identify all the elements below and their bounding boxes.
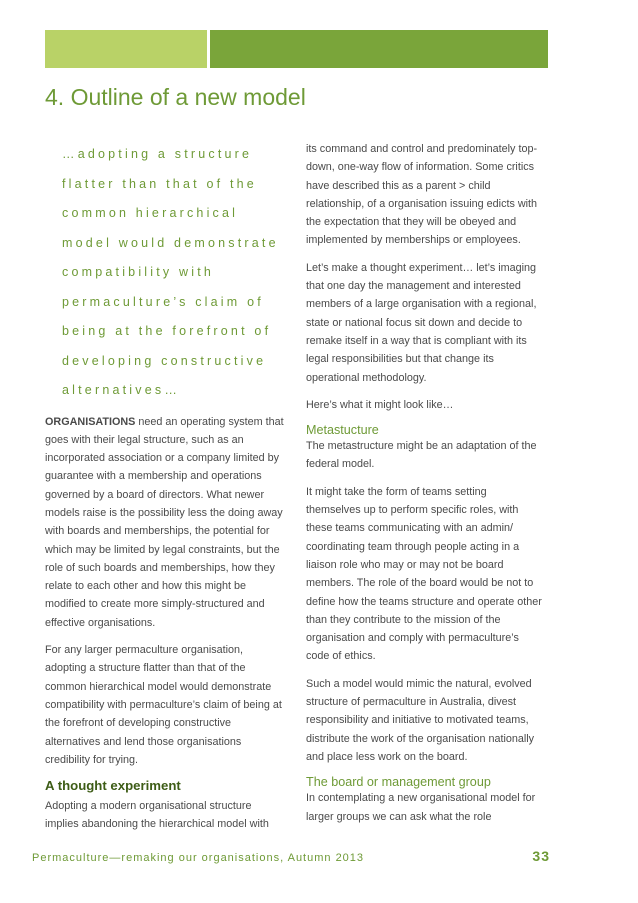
- paragraph-text: need an operating system that goes with their legal structure, such as an incorporated association or a company limited by guarantee with a membership and operations governed by a board of directors. What newer models raise is the possibility less the doing away with boards and memberships, the potential for which may be limited by legal constraints, but the role of such boards and memberships, how they relate to each other and how this might be modified to create more simply-structured and effective organisations.: [45, 415, 284, 629]
- section-heading: 4. Outline of a new model: [45, 84, 306, 110]
- paragraph: The metastructure might be an adaptation of the federal model.: [306, 440, 537, 471]
- subheading-thought-experiment: A thought experiment: [45, 778, 181, 794]
- lead-word: ORGANISATIONS: [45, 415, 136, 428]
- header-bar-dark: [210, 30, 548, 68]
- paragraph: It might take the form of teams setting themselves up to perform specific roles, with these teams communicating with an admin/ coordinating team through people acting in a liaison role who may or may not be board members. The role of the board would be not to define how the teams structure and operate other than they contribute to the mission of the organisation and comply with permaculture’s code of ethics.: [306, 485, 542, 663]
- header-bar-light: [45, 30, 207, 68]
- paragraph: Such a model would mimic the natural, evolved structure of permaculture in Australia, divest responsibility and initiative to motivated teams, distribute the work of the organisation nationally and place less work on the board.: [306, 677, 535, 763]
- subheading-metastructure: Metastucture: [306, 423, 379, 438]
- right-column: [306, 140, 542, 835]
- paragraph: [45, 413, 287, 633]
- paragraph: Here’s what it might look like…: [306, 398, 454, 411]
- pull-quote: …adopting a structure flatter than that of the common hierarchical model would demonstrate compatibility with permaculture’s claim of being at the forefront of developing constructive alternatives…: [62, 147, 279, 397]
- page-number: 33: [532, 848, 550, 864]
- paragraph: its command and control and predominately top-down, one-way flow of information. Some critics have described this as a parent > child relationship, of a organisation issuing edicts with the expectation that they will be obeyed and implemented by memberships or employees.: [306, 143, 538, 247]
- paragraph: Let’s make a thought experiment… let’s imaging that one day the management and interested members of a large organisation with a regional, state or national focus sit down and decide to remake itself in a way that is compliant with its legal responsibilities but that change its operational methodology.: [306, 261, 537, 384]
- footer-title: Permaculture—remaking our organisations, Autumn 2013: [32, 852, 365, 864]
- page-footer: [32, 848, 550, 864]
- subheading-board: The board or management group: [306, 775, 491, 790]
- left-column: [45, 140, 287, 843]
- paragraph: Adopting a modern organisational structure implies abandoning the hierarchical model with: [45, 800, 269, 831]
- paragraph: For any larger permaculture organisation, adopting a structure flatter than that of the common hierarchical model would demonstrate compatibility with permaculture’s claim of being at the forefront of developing constructive alternatives and lend those organisations credibility for trying.: [45, 644, 282, 766]
- paragraph: In contemplating a new organisational model for larger groups we can ask what the role: [306, 792, 536, 823]
